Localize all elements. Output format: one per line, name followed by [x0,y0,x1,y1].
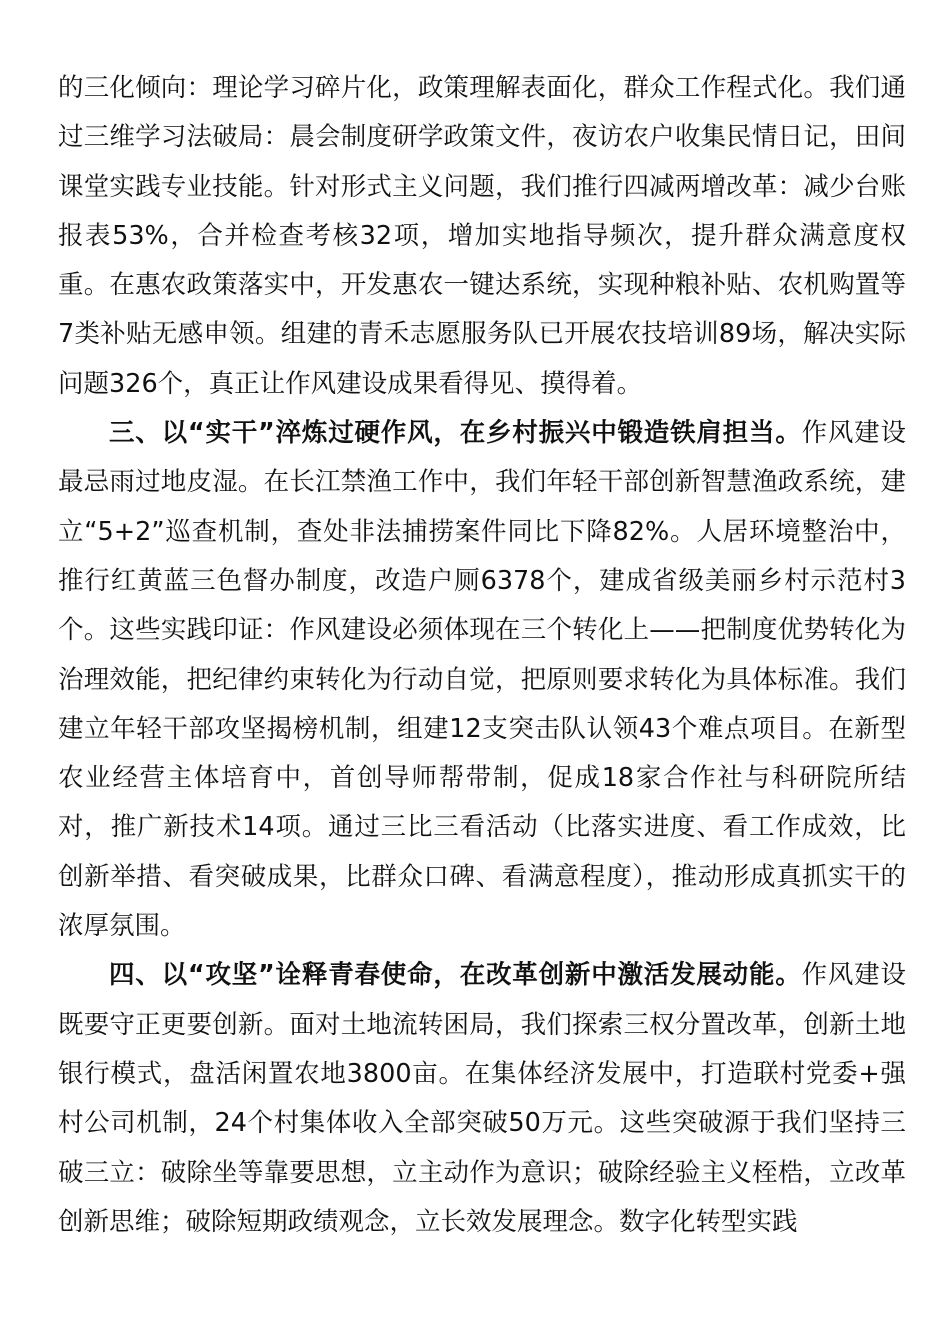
paragraph-text: 的三化倾向：理论学习碎片化，政策理解表面化，群众工作程式化。我们通过三维学习法破局：晨会制度研学政策文件，夜访农户收集民情日记，田间课堂实践专业技能。针对形式主义问题，我们推行四减两增改革：减少台账报表53%，合并检查考核32项，增加实地指导频次，提升群众满意度权重。在惠农政策落实中，开发惠农一键达系统，实现种粮补贴、农机购置等7类补贴无感申领。组建的青禾志愿服务队已开展农技培训89场，解决实际问题326个，真正让作风建设成果看得见、摸得着。 [58,73,906,399]
paragraph-text: 作风建设既要守正更要创新。面对土地流转困局，我们探索三权分置改革，创新土地银行模式，盘活闲置农地3800亩。在集体经济发展中，打造联村党委+强村公司机制，24个村集体收入全部突破50万元。这些突破源于我们坚持三破三立：破除坐等靠要思想，立主动作为意识；破除经验主义桎梏，立改革创新思维；破除短期政绩观念，立长效发展理念。数字化转型实践 [58,960,906,1237]
paragraph-text: 作风建设最忌雨过地皮湿。在长江禁渔工作中，我们年轻干部创新智慧渔政系统，建立“5+2”巡查机制，查处非法捕捞案件同比下降82%。人居环境整治中，推行红黄蓝三色督办制度，改造户厕6378个，建成省级美丽乡村示范村3个。这些实践印证：作风建设必须体现在三个转化上——把制度优势转化为治理效能，把纪律约束转化为行动自觉，把原则要求转化为具体标准。我们建立年轻干部攻坚揭榜机制，组建12支突击队认领43个难点项目。在新型农业经营主体培育中，首创导师帮带制，促成18家合作社与科研院所结对，推广新技术14项。通过三比三看活动（比落实进度、看工作成效，比创新举措、看突破成果，比群众口碑、看满意程度），推动形成真抓实干的浓厚氛围。 [58,418,906,942]
paragraph-section-3 [58,409,906,951]
paragraph-continued [58,64,906,409]
section-heading: 三、以“实干”淬炼过硬作风，在乡村振兴中锻造铁肩担当。 [109,418,802,449]
document-page [58,64,906,1247]
section-heading: 四、以“攻坚”诠释青春使命，在改革创新中激活发展动能。 [109,960,802,991]
paragraph-section-4 [58,951,906,1247]
